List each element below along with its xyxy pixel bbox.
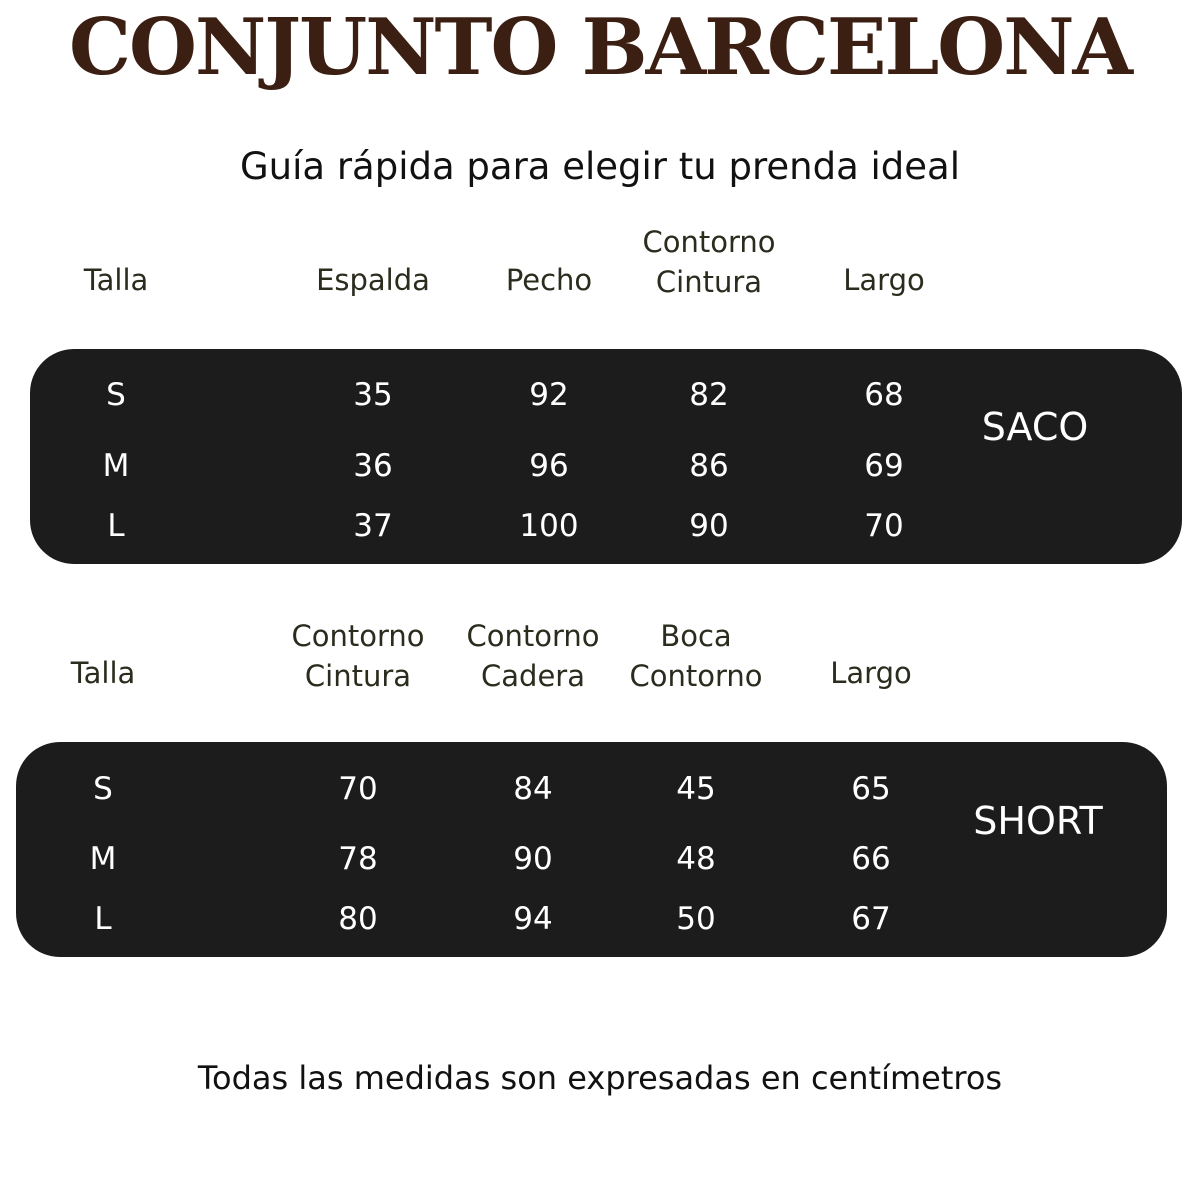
saco-cell: 92 [529, 377, 569, 413]
saco-cell: 96 [529, 448, 569, 484]
units-note: Todas las medidas son expresadas en centímetros [197, 1059, 1003, 1097]
saco-cell: S [106, 377, 126, 413]
saco-table-band [30, 349, 1182, 564]
short-cell: 94 [513, 901, 553, 937]
saco-cell: 35 [353, 377, 393, 413]
saco-cell: 90 [689, 508, 729, 544]
short-cell: 45 [676, 771, 716, 807]
saco-cell: M [102, 448, 130, 484]
short-cell: 67 [851, 901, 891, 937]
short-cell: L [94, 901, 112, 937]
saco-cell: 82 [689, 377, 729, 413]
short-header-0: Talla [70, 656, 136, 690]
short-cell: 84 [513, 771, 553, 807]
short-header-4: Largo [830, 656, 912, 690]
page-title: CONJUNTO BARCELONA [68, 2, 1132, 93]
saco-cell: 100 [519, 508, 579, 544]
short-cell: 50 [676, 901, 716, 937]
saco-cell: 36 [353, 448, 393, 484]
saco-header-3: Contorno Cintura [642, 225, 776, 299]
saco-cell: 37 [353, 508, 393, 544]
saco-cell: 86 [689, 448, 729, 484]
short-label: SHORT [973, 799, 1103, 843]
short-cell: 48 [676, 841, 716, 877]
saco-label: SACO [981, 405, 1089, 449]
saco-header-0: Talla [83, 263, 149, 297]
saco-cell: 69 [864, 448, 904, 484]
saco-cell: 70 [864, 508, 904, 544]
short-cell: 66 [851, 841, 891, 877]
short-cell: 70 [338, 771, 378, 807]
short-header-1: Contorno Cintura [291, 619, 425, 693]
short-header-2: Contorno Cadera [466, 619, 600, 693]
saco-header-2: Pecho [505, 263, 593, 297]
short-cell: 65 [851, 771, 891, 807]
short-cell: 90 [513, 841, 553, 877]
short-cell: 78 [338, 841, 378, 877]
short-header-3: Boca Contorno [629, 619, 763, 693]
short-cell: S [93, 771, 113, 807]
page-subtitle: Guía rápida para elegir tu prenda ideal [240, 145, 960, 188]
saco-cell: 68 [864, 377, 904, 413]
short-table-band [16, 742, 1167, 957]
short-cell: M [89, 841, 117, 877]
short-cell: 80 [338, 901, 378, 937]
saco-cell: L [107, 508, 125, 544]
saco-header-4: Largo [843, 263, 925, 297]
saco-header-1: Espalda [316, 263, 430, 297]
